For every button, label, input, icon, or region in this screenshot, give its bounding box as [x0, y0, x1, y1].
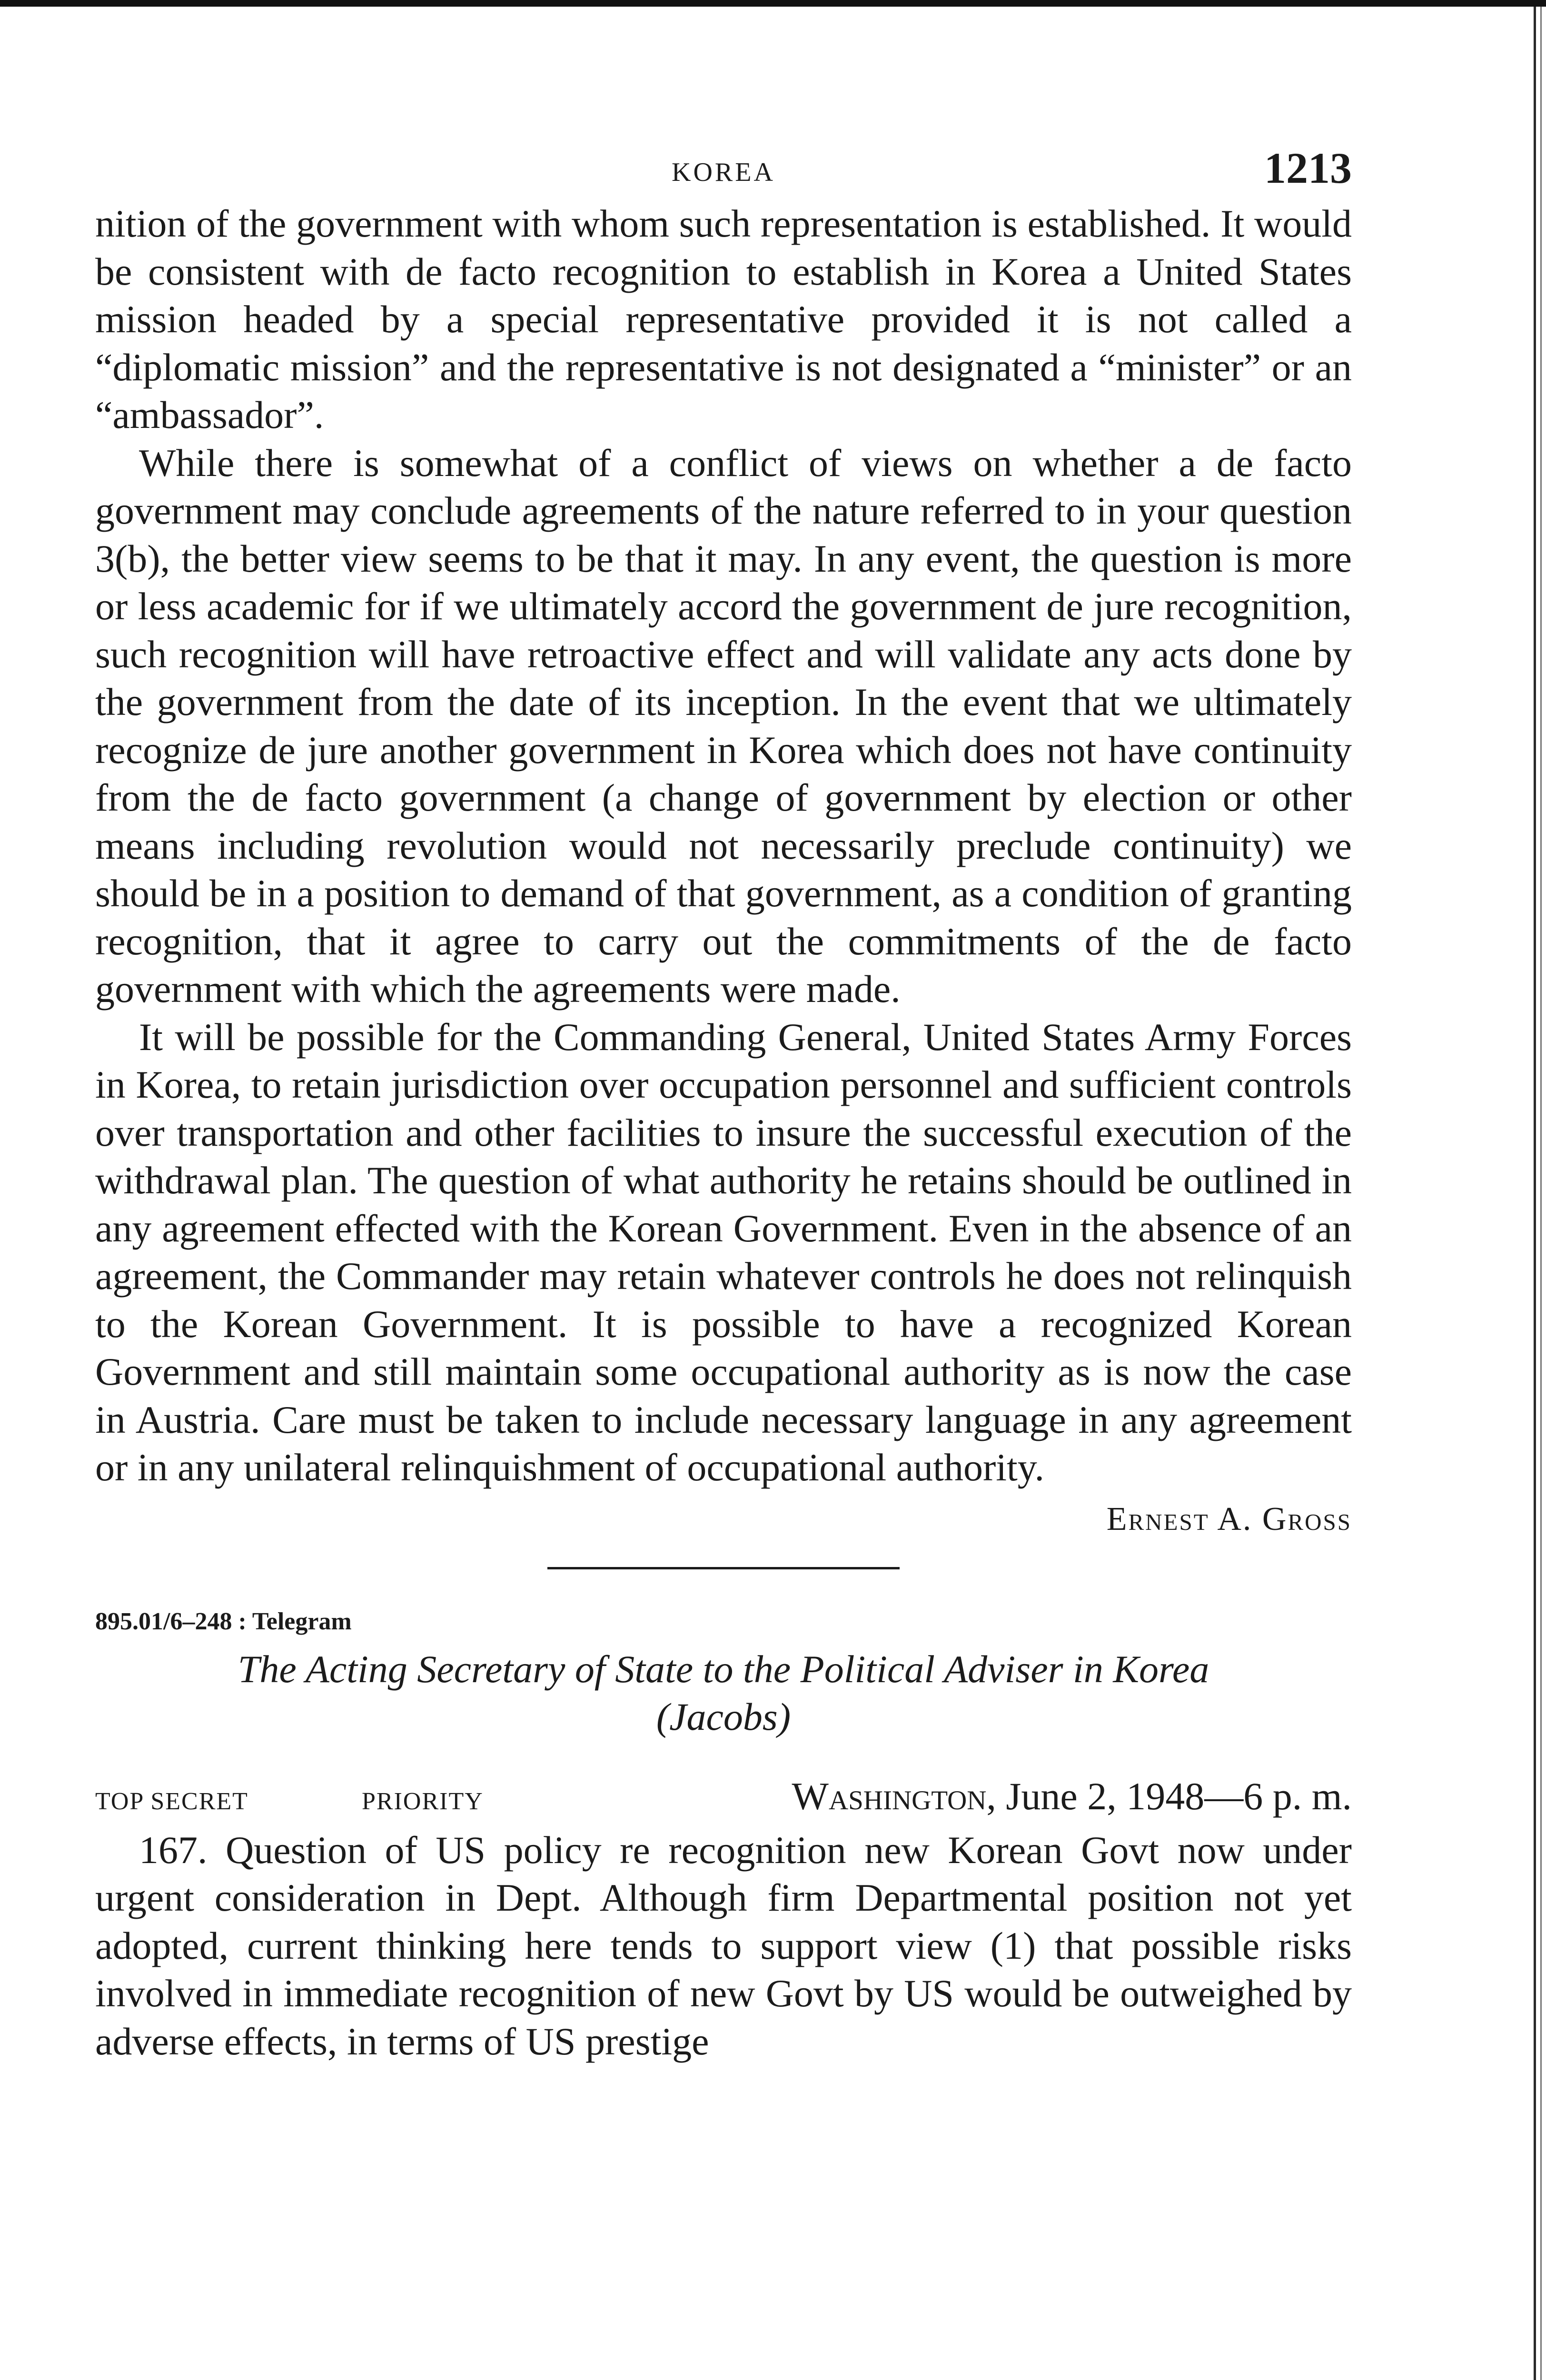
- priority-label: PRIORITY: [362, 1787, 484, 1815]
- page-right-edge: [1534, 7, 1536, 2380]
- paragraph-continued: nition of the government with whom such representation is established. It would be consistent with de facto recognition to establish in Korea a United States mission headed by a special representative provided it is not called a “diplomatic mission” and the representative is not designated a “minister” or an “ambassador”.: [95, 202, 1352, 436]
- place-and-date: [792, 1774, 1352, 1819]
- section-divider: [547, 1567, 900, 1569]
- page-number: 1213: [1264, 144, 1352, 192]
- classification-label: TOP SECRET: [95, 1787, 248, 1815]
- document-title: [95, 1646, 1352, 1741]
- paragraph-de-facto: While there is somewhat of a conflict of views on whether a de facto government may conclude agreements of the nature referred to in your question 3(b), the better view seems to be that it may. In any event, the question is more or less academic for if we ultimately accord the government de jure recognition, such recognition will have retroactive effect and will validate any acts done by the government from the date of its inception. In the event that we ultimately recognize de jure another government in Korea which does not have continuity from the de facto government (a change of government by election or other means including revolution would not necessarily preclude continuity) we should be in a position to demand of that government, as a condition of granting recognition, that it agree to carry out the commitments of the de facto government with which the agreements were made.: [95, 441, 1352, 1011]
- paragraph-commanding-general: It will be possible for the Commanding General, United States Army Forces in Korea, to retain jurisdiction over occupation personnel and sufficient controls over transportation and other facilities to insure the successful execution of the withdrawal plan. The question of what authority he retains should be outlined in any agreement effected with the Korean Government. Even in the absence of an agreement, the Commander may retain whatever controls he does not relinquish to the Korean Government. It is possible to have a recognized Korean Government and still maintain some occupational authority as is now the case in Austria. Care must be taken to include necessary language in any agreement or in any unilateral relinquishment of occupational authority.: [95, 1015, 1352, 1489]
- document-page: [95, 143, 1352, 2065]
- running-head: KOREA: [672, 158, 775, 187]
- page-header: [95, 143, 1352, 200]
- telegram-body: 167. Question of US policy re recognition new Korean Govt now under urgent consideration in Dept. Although firm Departmental position not yet adopted, current thinking here tends to support view (1) that possible risks involved in immediate recognition of new Govt by US would be outweighed by adverse effects, in terms of US prestige: [95, 1828, 1352, 2063]
- place-name: Washington: [792, 1774, 987, 1818]
- dateline: [95, 1774, 1352, 1826]
- page-top-border: [0, 0, 1546, 7]
- document-title-line1: The Acting Secretary of State to the Political Adviser in Korea: [238, 1647, 1209, 1691]
- document-title-line2: (Jacobs): [656, 1695, 791, 1738]
- file-reference: 895.01/6–248 : Telegram: [95, 1607, 352, 1635]
- date-text: , June 2, 1948—6 p. m.: [986, 1774, 1352, 1818]
- page-right-edge-shadow: [1540, 7, 1542, 2380]
- signature: Ernest A. Gross: [1106, 1500, 1352, 1537]
